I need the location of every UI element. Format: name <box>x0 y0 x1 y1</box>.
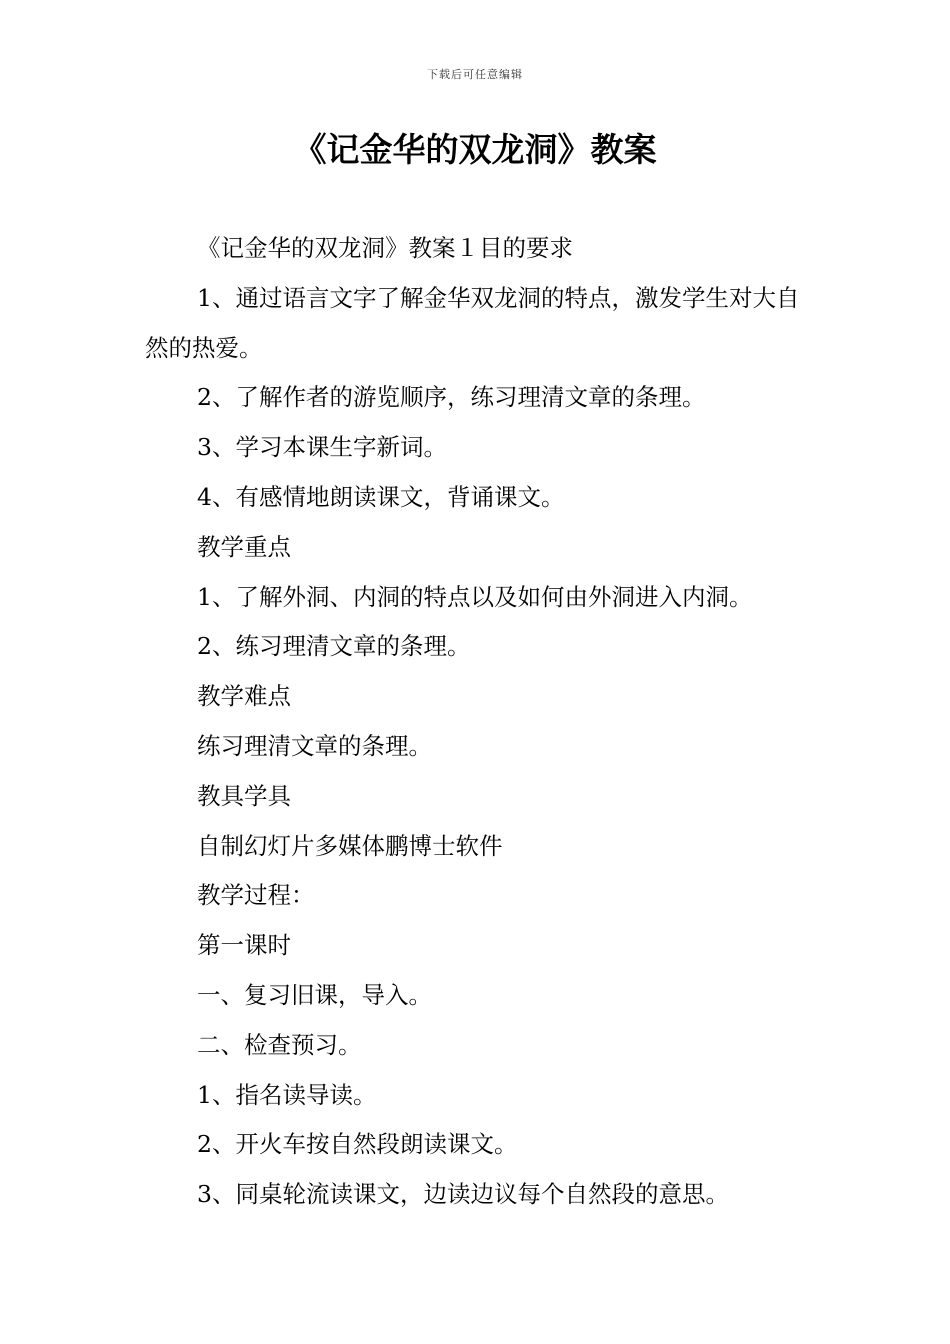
document-title: 《记金华的双龙洞》教案 <box>293 130 657 169</box>
paragraph: 自制幻灯片多媒体鹏博士软件 <box>197 831 503 860</box>
paragraph: 二、检查预习。 <box>197 1030 362 1059</box>
section-heading: 教学过程： <box>197 881 315 910</box>
paragraph: 3、学习本课生字新词。 <box>197 433 447 462</box>
paragraph: 一、复习旧课，导入。 <box>197 980 432 1009</box>
section-heading: 教学重点 <box>197 532 291 561</box>
document-body <box>145 224 815 1220</box>
section-heading: 教学难点 <box>197 682 291 711</box>
paragraph: 1、了解外洞、内洞的特点以及如何由外洞进入内洞。 <box>197 582 753 611</box>
paragraph: 3、同桌轮流读课文，边读边议每个自然段的意思。 <box>197 1180 729 1209</box>
header-note: 下载后可任意编辑 <box>427 68 523 81</box>
paragraph: 《记金华的双龙洞》教案１目的要求 <box>197 234 573 262</box>
section-heading: 教具学具 <box>197 781 291 810</box>
paragraph: 2、开火车按自然段朗读课文。 <box>197 1130 518 1159</box>
paragraph: 1、通过语言文字了解金华双龙洞的特点，激发学生对大自然的热爱。 <box>145 283 800 362</box>
paragraph: 4、有感情地朗读课文，背诵课文。 <box>197 482 565 511</box>
paragraph: 1、指名读导读。 <box>197 1080 377 1109</box>
paragraph: 2、了解作者的游览顺序，练习理清文章的条理。 <box>197 383 706 412</box>
section-heading: 第一课时 <box>197 931 291 960</box>
paragraph: 练习理清文章的条理。 <box>197 731 432 760</box>
paragraph: 2、练习理清文章的条理。 <box>197 632 471 661</box>
